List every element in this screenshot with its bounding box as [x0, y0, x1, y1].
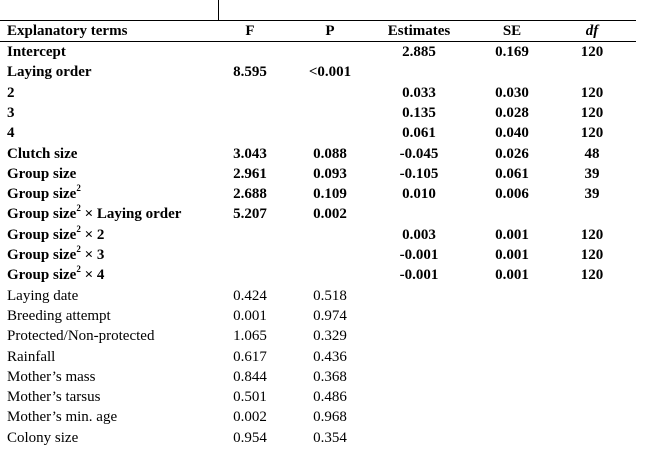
cell-se: 0.028 — [495, 105, 529, 121]
row-term: Clutch size — [7, 146, 78, 162]
cell-se: 0.030 — [495, 85, 529, 101]
header-explanatory-terms: Explanatory terms — [7, 23, 128, 39]
cell-F: 0.954 — [233, 430, 267, 446]
cell-P: 0.088 — [313, 146, 347, 162]
row-term: 2 — [7, 85, 15, 101]
cell-F: 5.207 — [233, 206, 267, 222]
cell-F: 2.961 — [233, 166, 267, 182]
cell-P: 0.002 — [313, 206, 347, 222]
cell-P: 0.486 — [313, 389, 347, 405]
cell-P: 0.368 — [313, 369, 347, 385]
row-term: Group size$^2$ × 3 — [7, 244, 105, 263]
cell-se: 0.026 — [495, 146, 529, 162]
cell-P: 0.436 — [313, 349, 347, 365]
cell-df: 39 — [584, 186, 600, 202]
row-term: Breeding attempt — [7, 308, 111, 324]
row-term: Laying order — [7, 64, 92, 80]
cell-P: 0.093 — [313, 166, 347, 182]
cell-F: 0.844 — [233, 369, 267, 385]
row-term: Colony size — [7, 430, 79, 446]
row-term: Rainfall — [7, 349, 56, 365]
cell-F: 0.617 — [233, 349, 267, 365]
row-term: Mother’s min. age — [7, 409, 118, 425]
superscript: 2 — [76, 264, 81, 274]
cell-estimate: 0.033 — [402, 85, 436, 101]
cell-df: 120 — [580, 227, 604, 243]
column-divider-top — [218, 0, 219, 20]
cell-F: 0.002 — [233, 409, 267, 425]
row-term: Group size — [7, 166, 77, 182]
cell-estimate: 0.061 — [402, 125, 436, 141]
superscript: 2 — [76, 244, 81, 254]
cell-df: 120 — [580, 247, 604, 263]
row-term: Group size$^2$ — [7, 183, 81, 202]
cell-df: 120 — [580, 125, 604, 141]
cell-se: 0.169 — [495, 44, 529, 60]
row-term: Mother’s tarsus — [7, 389, 101, 405]
row-term: 3 — [7, 105, 15, 121]
cell-df: 120 — [580, 44, 604, 60]
cell-P: 0.354 — [313, 430, 347, 446]
cell-P: 0.968 — [313, 409, 347, 425]
header-P: P — [325, 23, 335, 39]
superscript: 2 — [76, 224, 81, 234]
row-term: Group size$^2$ × 2 — [7, 224, 105, 243]
row-term: Protected/Non-protected — [7, 328, 155, 344]
cell-df: 39 — [584, 166, 600, 182]
cell-se: 0.001 — [495, 247, 529, 263]
cell-F: 8.595 — [233, 64, 267, 80]
cell-se: 0.001 — [495, 227, 529, 243]
row-term: Group size$^2$ × Laying order — [7, 203, 182, 222]
cell-estimate: -0.105 — [399, 166, 439, 182]
cell-F: 2.688 — [233, 186, 267, 202]
row-term: Mother’s mass — [7, 369, 96, 385]
row-term: Intercept — [7, 44, 66, 60]
cell-estimate: 2.885 — [402, 44, 436, 60]
cell-P: 0.109 — [313, 186, 347, 202]
row-term: Group size$^2$ × 4 — [7, 264, 105, 283]
superscript: 2 — [76, 203, 81, 213]
cell-df: 120 — [580, 105, 604, 121]
cell-estimate: 0.003 — [402, 227, 436, 243]
cell-estimate: -0.045 — [399, 146, 439, 162]
cell-df: 48 — [584, 146, 600, 162]
cell-F: 3.043 — [233, 146, 267, 162]
cell-P: 0.518 — [313, 288, 347, 304]
cell-se: 0.001 — [495, 267, 529, 283]
cell-df: 120 — [580, 85, 604, 101]
row-term: Laying date — [7, 288, 79, 304]
cell-F: 1.065 — [233, 328, 267, 344]
cell-F: 0.424 — [233, 288, 267, 304]
cell-se: 0.006 — [495, 186, 529, 202]
header-SE: SE — [502, 23, 522, 39]
cell-se: 0.040 — [495, 125, 529, 141]
cell-estimate: 0.135 — [402, 105, 436, 121]
cell-estimate: -0.001 — [399, 267, 439, 283]
header-F: F — [245, 23, 255, 39]
superscript: 2 — [76, 183, 81, 193]
cell-df: 120 — [580, 267, 604, 283]
cell-F: 0.001 — [233, 308, 267, 324]
cell-estimate: -0.001 — [399, 247, 439, 263]
cell-P: 0.329 — [313, 328, 347, 344]
cell-F: 0.501 — [233, 389, 267, 405]
cell-se: 0.061 — [495, 166, 529, 182]
cell-estimate: 0.010 — [402, 186, 436, 202]
header-estimates: Estimates — [387, 23, 451, 39]
cell-P: 0.974 — [313, 308, 347, 324]
row-term: 4 — [7, 125, 15, 141]
cell-P: <0.001 — [308, 64, 352, 80]
header-df: df — [585, 23, 599, 39]
